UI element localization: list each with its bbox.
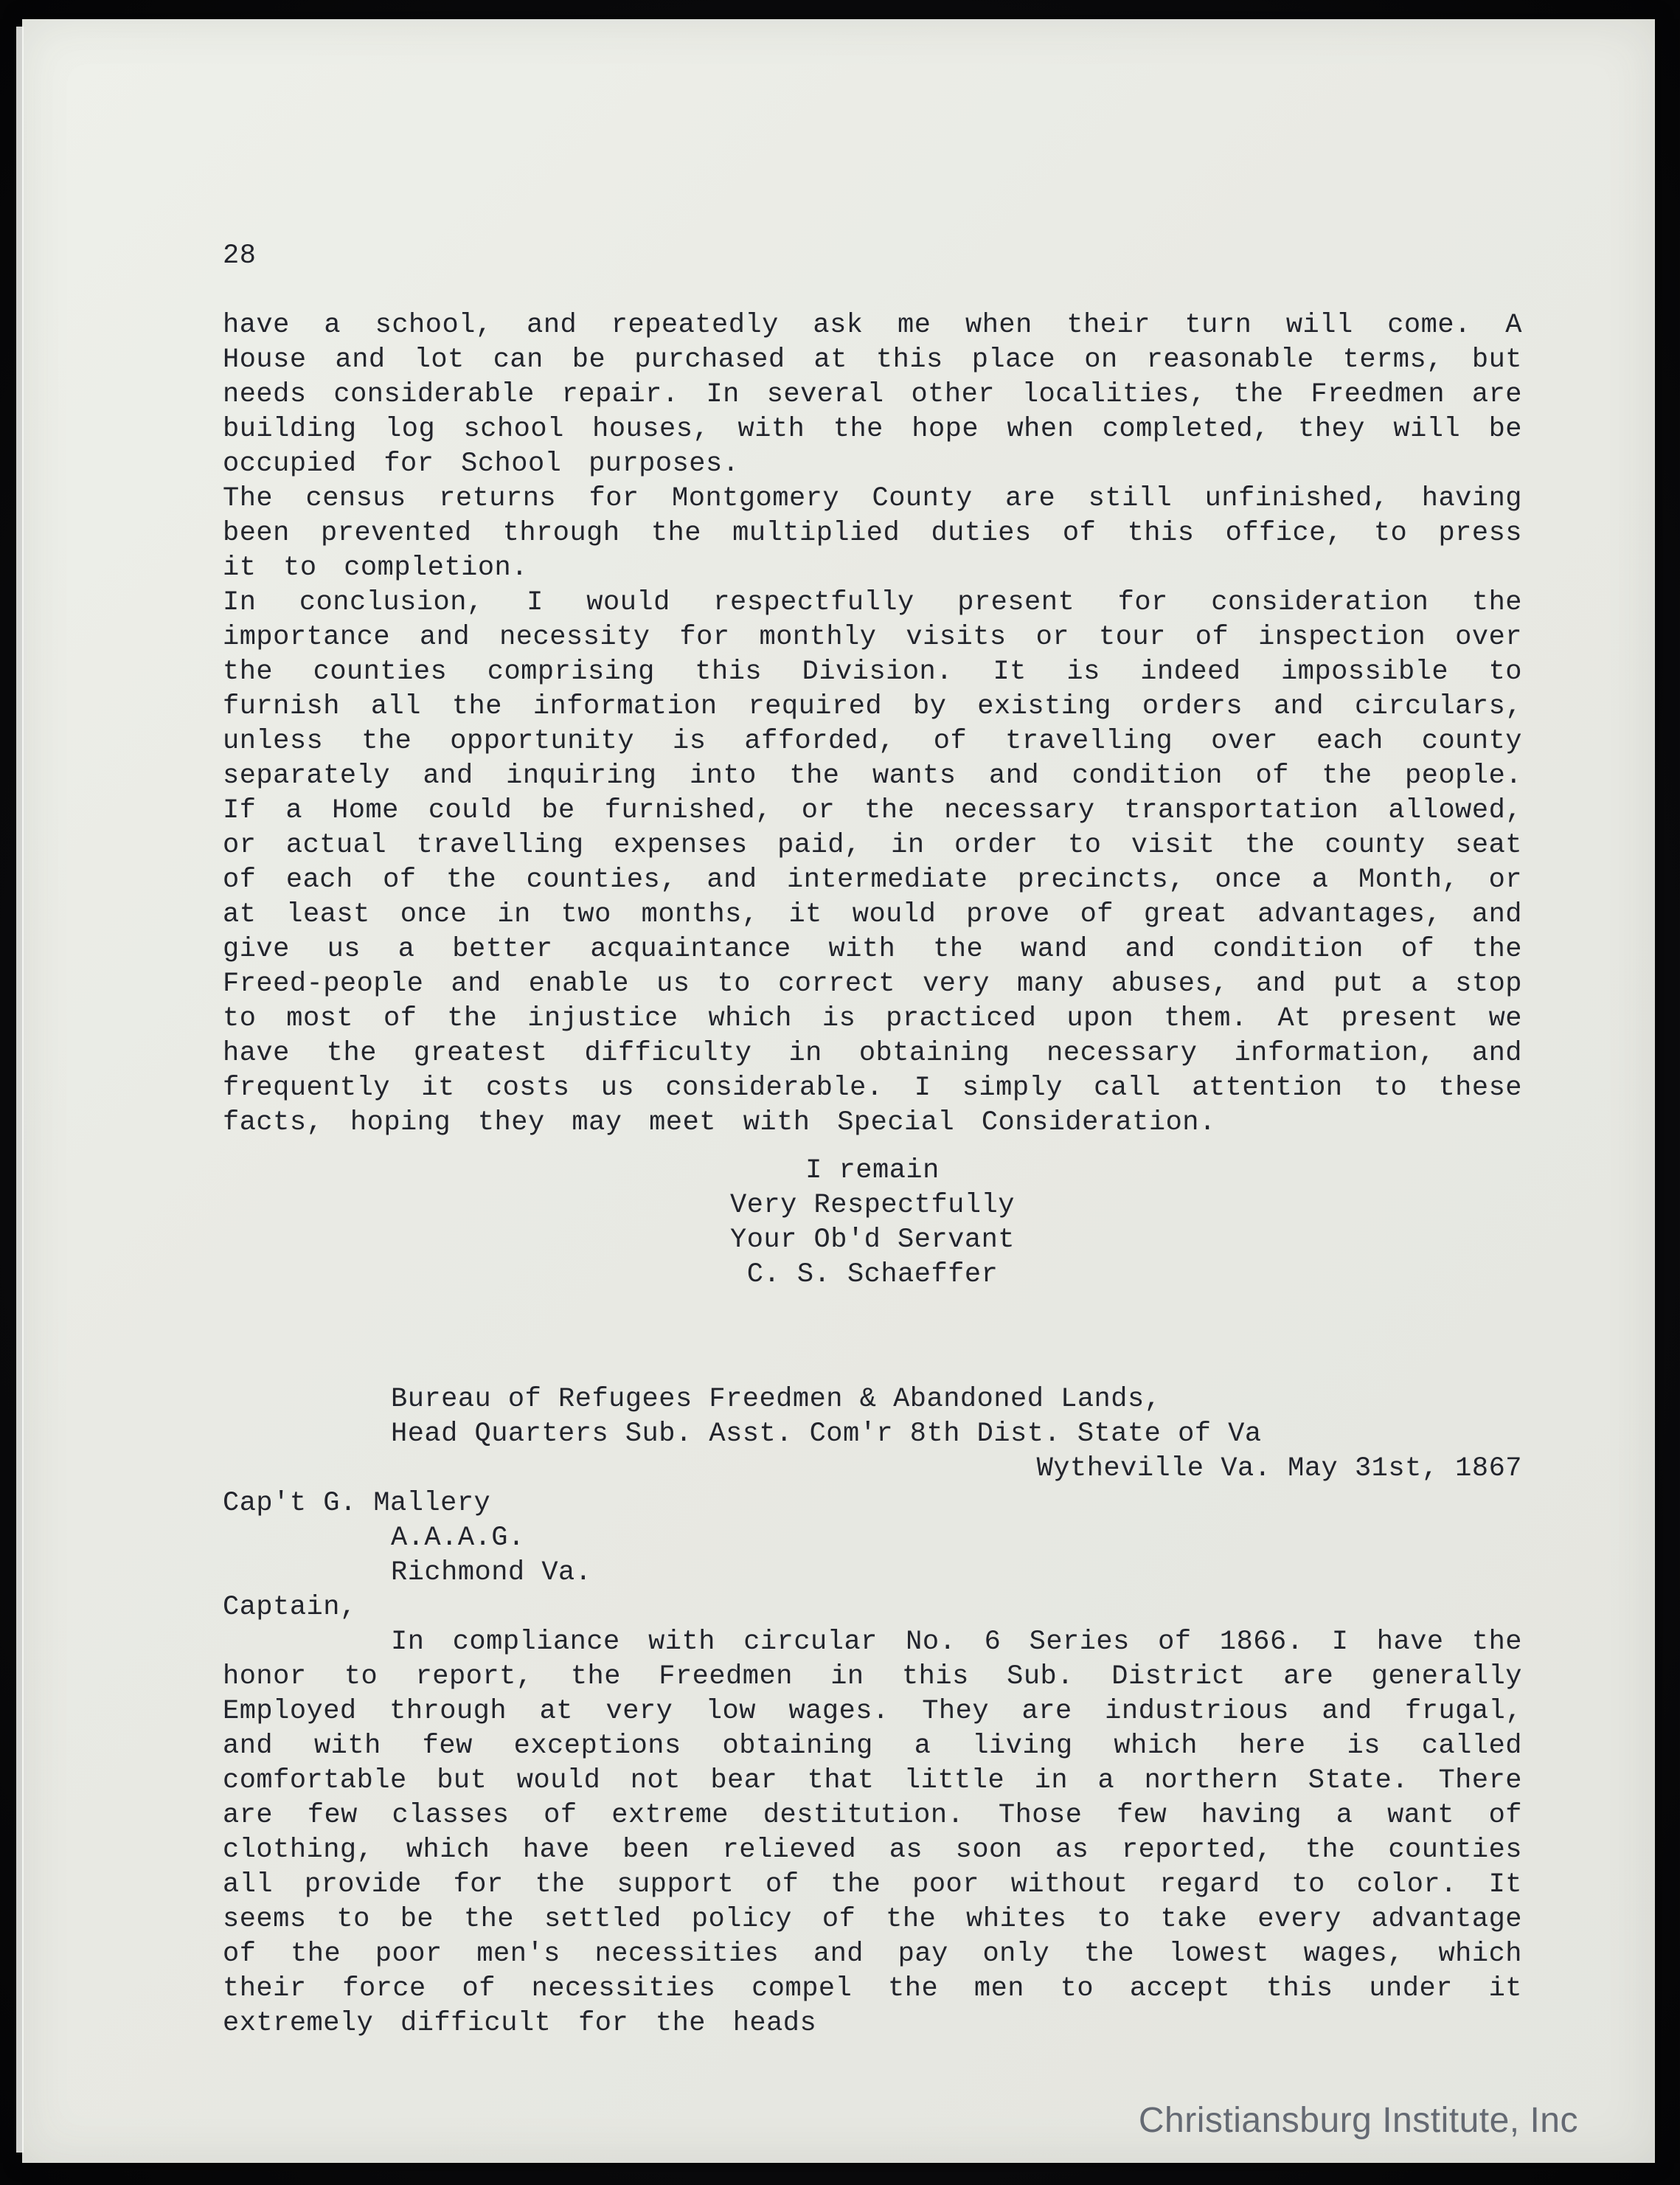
addressee-title: A.A.A.G. xyxy=(391,1523,525,1554)
closing-line-your-obd-servant: Your Ob'd Servant xyxy=(730,1225,1015,1256)
letter1-paragraph-1: have a school, and repeatedly ask me when their turn will come. A House and lot can be purchased at this place on reasonable terms, but needs considerable repair. In several other localities, the Freedmen are building log school houses, with the hope when completed, they will be occupied for School purposes. xyxy=(223,310,1522,479)
addressee-block xyxy=(223,1486,1522,1590)
salutation: Captain, xyxy=(223,1592,357,1623)
dateline: Wytheville Va. May 31st, 1867 xyxy=(1036,1453,1522,1484)
letterhead xyxy=(223,1382,1522,1486)
document-page xyxy=(22,19,1655,2163)
addressee-location: Richmond Va. xyxy=(391,1557,592,1588)
signature-block xyxy=(223,1154,1522,1292)
letterhead-bureau-line: Bureau of Refugees Freedmen & Abandoned Lands, xyxy=(391,1384,1162,1415)
typewritten-content xyxy=(223,239,1522,2041)
letterhead-headquarters-line: Head Quarters Sub. Asst. Com'r 8th Dist. State of Va xyxy=(391,1419,1262,1450)
letter2-body-paragraph: In compliance with circular No. 6 Series of 1866. I have the honor to report, the Freedmen in this Sub. District are generally Employed through at very low wages. They are industrious and frugal, and with few exceptions obtaining a living which here is called comfortable but would not bear that little in a northern State. There are few classes of extreme destitution. Those few having a want of clothing, which have been relieved as soon as reported, the counties all provide for the support of the poor without regard to color. It seems to be the settled policy of the whites to take every advantage of the poor men's necessities and pay only the lowest wages, which their force of necessities compel the men to accept this under it extremely difficult for the heads xyxy=(223,1627,1522,2039)
letter1-paragraph-3: In conclusion, I would respectfully present for consideration the importance and necessity for monthly visits or tour of inspection over the counties comprising this Division. It is indeed impossible to furnish all the information required by existing orders and circulars, unless the opportunity is afforded, of travelling over each county separately and inquiring into the wants and condition of the people. If a Home could be furnished, or the necessary transportation allowed, or actual travelling expenses paid, in order to visit the county seat of each of the counties, and intermediate precincts, once a Month, or at least once in two months, it would prove of great advantages, and give us a better acquaintance with the wand and condition of the Freed-people and enable us to correct very many abuses, and put a stop to most of the injustice which is practiced upon them. At present we have the greatest difficulty in obtaining necessary information, and frequently it costs us considerable. I simply call attention to these facts, hoping they may meet with Special Consideration. xyxy=(223,587,1522,1138)
closing-line-i-remain: I remain xyxy=(805,1155,940,1186)
page-number: 28 xyxy=(223,240,257,271)
watermark: Christiansburg Institute, Inc xyxy=(1138,2101,1578,2140)
closing-line-very-respectfully: Very Respectfully xyxy=(730,1190,1015,1221)
letter1-paragraph-2: The census returns for Montgomery County are still unfinished, having been prevented through the multiplied duties of this office, to press it to completion. xyxy=(223,483,1522,584)
addressee-name: Cap't G. Mallery xyxy=(223,1488,491,1519)
closing-line-signature: C. S. Schaeffer xyxy=(746,1259,999,1290)
